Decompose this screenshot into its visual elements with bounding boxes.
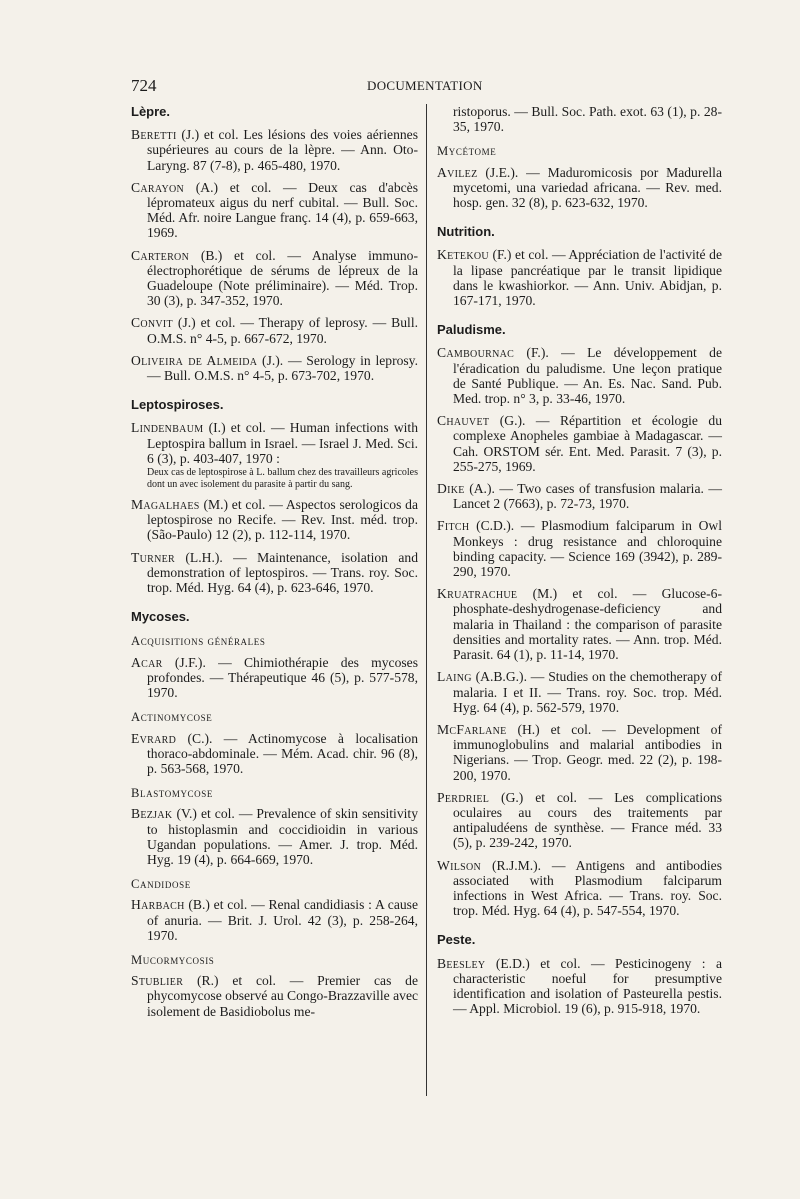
reference-author: Cambournac — [437, 345, 515, 361]
subsection-heading: Mycétome — [437, 144, 497, 159]
reference-author: Turner — [131, 549, 175, 565]
reference-author: Perdriel — [437, 789, 490, 805]
reference-text: (J.E.). — Maduromicosis por Madurella mycetomi, una variedad africana. — Rev. med. hosp. gen. 32 (8), p. 623-632, 1970. — [453, 164, 722, 211]
section-heading: Peste. — [437, 932, 476, 948]
subsection-heading: Candidose — [131, 877, 191, 892]
page-number: 724 — [131, 76, 157, 95]
reference-entry — [437, 956, 722, 1017]
subsection-heading: Acquisitions générales — [131, 634, 266, 649]
reference-author: Beretti — [131, 127, 177, 143]
reference-text: (M.) et col. — Glucose-6-phosphate-deshydrogenase-deficiency and malaria in Thailand : the comparison of parasite densities and mortality rates. — Ann. trop. Méd. Parasit. 64 (1), p. 11-14, 1970. — [453, 586, 722, 663]
reference-text: (M.) et col. — Aspectos serologicos da leptospirose no Recife. — Rev. Inst. méd. trop. (São-Paulo) 12 (2), p. 112-114, 1970. — [147, 497, 418, 543]
reference-text: (R.J.M.). — Antigens and antibodies associated with Plasmodium falciparum infections in West Africa. — Trans. roy. Soc. trop. Méd. Hyg. 64 (4), p. 547-554, 1970. — [453, 857, 722, 919]
reference-note: Deux cas de leptospirose à L. ballum chez des travailleurs agricoles dont un avec isolement du parasite à partir du sang. — [147, 467, 418, 490]
subsection-heading: Actinomycose — [131, 710, 213, 725]
reference-entry — [131, 973, 418, 1019]
reference-entry — [131, 731, 418, 777]
reference-entry — [131, 497, 418, 543]
reference-entry — [437, 586, 722, 662]
section-heading: Lèpre. — [131, 104, 171, 119]
reference-text: (R.) et col. — Premier cas de phycomycose observé au Congo-Brazzaville avec isolement de Basidiobolus me- — [147, 973, 419, 1019]
reference-entry — [437, 165, 722, 211]
reference-author: Avilez — [437, 164, 478, 180]
reference-author: Carayon — [131, 179, 185, 195]
reference-author: Lindenbaum — [131, 420, 204, 436]
reference-author: Fitch — [437, 518, 470, 534]
reference-author: McFarlane — [437, 721, 507, 737]
reference-entry — [131, 248, 418, 309]
section-heading: Paludisme. — [437, 322, 506, 338]
section-heading: Leptospiroses. — [131, 397, 224, 413]
reference-entry — [437, 518, 722, 579]
reference-entry — [131, 353, 418, 383]
reference-text: (C.D.). — Plasmodium falciparum in Owl Monkeys : drug resistance and chloroquine binding capacity. — Science 169 (3942), p. 289-290, 1970. — [453, 518, 722, 580]
right-column — [437, 104, 722, 1023]
reference-author: Harbach — [131, 897, 185, 913]
reference-text: (G.). — Répartition et écologie du complexe Anopheles gambiae à Madagascar. — Cah. ORSTOM sér. Ent. Med. Parasit. 7 (3), p. 255-275, 1969. — [453, 413, 722, 474]
reference-entry — [131, 897, 418, 943]
reference-text: (H.) et col. — Development of immunoglobulins and malarial antibodies in Nigerians. — Trop. Geogr. med. 22 (2), p. 198-200, 1970. — [453, 721, 722, 783]
reference-author: Carteron — [131, 247, 190, 263]
reference-continuation: ristoporus. — Bull. Soc. Path. exot. 63 (1), p. 28-35, 1970. — [453, 104, 722, 135]
reference-entry — [437, 345, 722, 406]
running-title: DOCUMENTATION — [367, 78, 483, 93]
reference-author: Beesley — [437, 955, 486, 971]
reference-text: (A.B.G.). — Studies on the chemotherapy of malaria. I et II. — Trans. roy. Soc. trop. Méd. Hyg. 64 (4), p. 562-579, 1970. — [453, 669, 722, 715]
reference-text: (A.). — Two cases of transfusion malaria. — Lancet 2 (7663), p. 72-73, 1970. — [453, 481, 722, 512]
reference-text: (C.). — Actinomycose à localisation thoraco-abdominale. — Mém. Acad. chir. 96 (8), p. 563-568, 1970. — [147, 730, 418, 776]
reference-text: (J.) et col. — Therapy of leprosy. — Bull. O.M.S. n° 4-5, p. 667-672, 1970. — [147, 315, 418, 346]
reference-entry — [437, 858, 722, 919]
reference-entry — [131, 420, 418, 490]
reference-entry — [131, 806, 418, 867]
reference-entry — [437, 247, 722, 308]
reference-entry — [131, 550, 418, 596]
reference-text: (F.). — Le développement de l'éradication du paludisme. Une leçon pratique de Santé Publique. — An. Es. Nac. Sand. Pub. Med. trop. n° 3, p. 33-46, 1970. — [453, 345, 722, 407]
subsection-heading: Blastomycose — [131, 786, 213, 801]
reference-entry — [437, 413, 722, 474]
reference-text: (B.) et col. — Renal candidiasis : A cause of anuria. — Brit. J. Urol. 42 (3), p. 258-264, 1970. — [147, 897, 418, 943]
reference-text: (E.D.) et col. — Pesticinogeny : a characteristic noeful for presumptive identification and isolation of Pasteurella pestis. — Appl. Microbiol. 19 (6), p. 915-918, 1970. — [453, 955, 722, 1017]
reference-author: Kruatrachue — [437, 586, 518, 602]
column-divider — [426, 104, 427, 1096]
reference-text: (J.F.). — Chimiothérapie des mycoses profondes. — Thérapeutique 46 (5), p. 577-578, 1970. — [147, 654, 418, 701]
reference-text: (B.) et col. — Analyse immuno-électrophorétique de sérums de lépreux de la Guadeloupe (Note préliminaire). — Méd. Trop. 30 (3), p. 347-352, 1970. — [147, 247, 418, 309]
left-column — [131, 104, 418, 1026]
reference-author: Bezjak — [131, 806, 173, 822]
reference-text: (J.). — Serology in leprosy. — Bull. O.M.S. n° 4-5, p. 673-702, 1970. — [147, 352, 418, 384]
reference-entry — [131, 315, 418, 345]
reference-entry — [131, 127, 418, 173]
subsection-heading: Mucormycosis — [131, 952, 215, 967]
reference-text: (J.) et col. Les lésions des voies aériennes supérieures au cours de la lèpre. — Ann. Oto-Laryng. 87 (7-8), p. 465-480, 1970. — [147, 127, 418, 173]
reference-entry — [437, 669, 722, 715]
reference-author: Dike — [437, 481, 465, 497]
reference-author: Magalhaes — [131, 497, 200, 513]
reference-author: Convit — [131, 315, 173, 331]
section-heading: Mycoses. — [131, 609, 190, 625]
reference-entry — [131, 180, 418, 241]
reference-author: Ketekou — [437, 247, 489, 263]
reference-entry — [437, 722, 722, 783]
reference-author: Acar — [131, 654, 163, 670]
reference-author: Wilson — [437, 857, 482, 873]
reference-author: Evrard — [131, 730, 177, 746]
reference-author: Laing — [437, 669, 472, 685]
reference-entry — [131, 655, 418, 701]
reference-author: Chauvet — [437, 413, 490, 429]
reference-text: (V.) et col. — Prevalence of skin sensitivity to histoplasmin and coccidioidin in various Ugandan populations. — Amer. J. trop. Méd. Hyg. 19 (4), p. 664-669, 1970. — [147, 806, 418, 867]
reference-author: Oliveira de Almeida — [131, 352, 258, 368]
reference-text: (G.) et col. — Les complications oculaires au cours des traitements par antipaludéens de synthèse. — France méd. 33 (5), p. 239-242, 1970. — [453, 789, 722, 851]
reference-author: Stublier — [131, 973, 184, 989]
reference-text: (L.H.). — Maintenance, isolation and demonstration of leptospiros. — Trans. roy. Soc. trop. Méd. Hyg. 64 (4), p. 623-646, 1970. — [147, 549, 418, 596]
page-header — [131, 76, 720, 96]
reference-text: (I.) et col. — Human infections with Leptospira ballum in Israel. — Israel J. Med. Sci. 6 (3), p. 403-407, 1970 : — [147, 420, 418, 466]
reference-text: (F.) et col. — Appréciation de l'activité de la lipase pancréatique par le transit lipidique dans le kwashiorkor. — Ann. Univ. Abidjan, p. 167-171, 1970. — [453, 247, 722, 309]
reference-entry — [437, 481, 722, 511]
section-heading: Nutrition. — [437, 224, 495, 240]
reference-text: (A.) et col. — Deux cas d'abcès lépromateux aigus du nerf cubital. — Bull. Soc. Méd. Afr. noire Langue franç. 14 (4), p. 659-663, 1969. — [147, 179, 418, 241]
reference-entry — [437, 790, 722, 851]
